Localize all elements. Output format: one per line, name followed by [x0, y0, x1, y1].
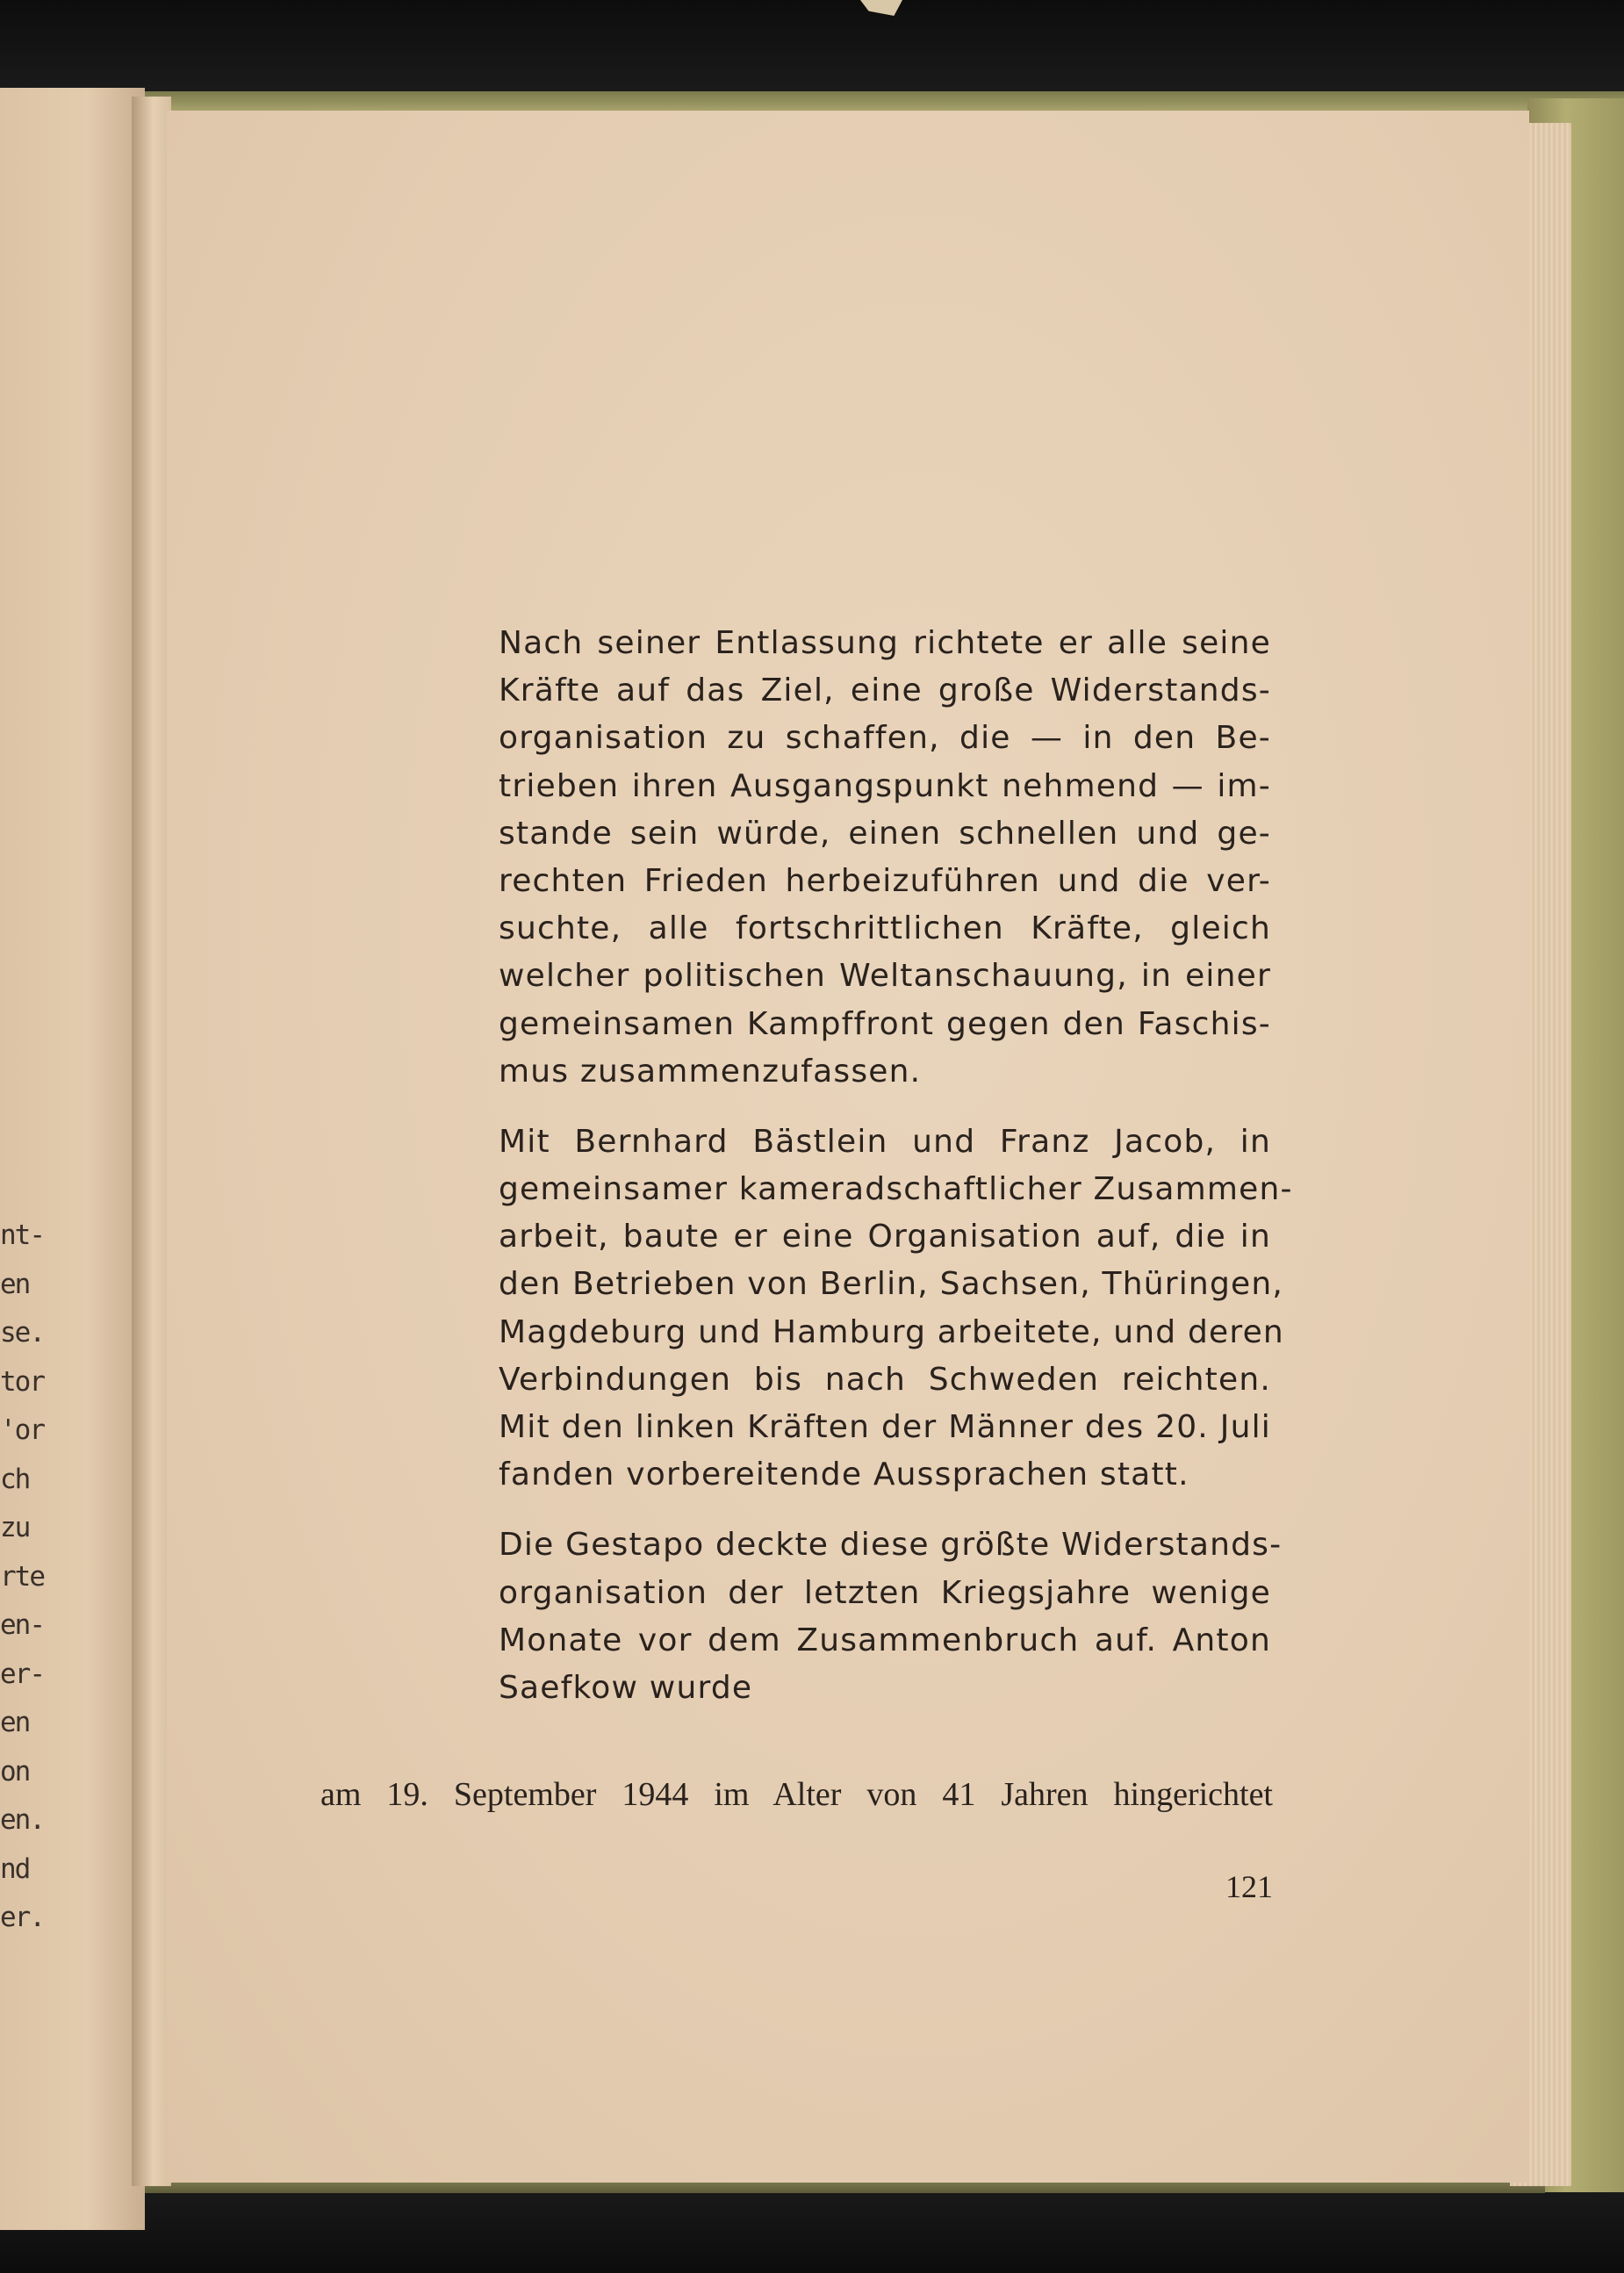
left-page-fragment: on	[0, 1755, 30, 1787]
text-line: suchte, alle fortschrittlichen Kräfte, gleich	[499, 910, 1271, 947]
left-page-fragment: nd	[0, 1852, 30, 1885]
body-text	[499, 620, 1293, 1735]
text-line: gemeinsamer kameradschaftlicher Zusammen-	[499, 1171, 1293, 1208]
text-line: organisation der letzten Kriegsjahre wenige	[499, 1574, 1271, 1611]
text-line: organisation zu schaffen, die — in den Be-	[499, 720, 1271, 757]
paragraph	[499, 1521, 1283, 1712]
left-page-fragment: en-	[0, 1609, 44, 1641]
left-page-fragment: er-	[0, 1658, 44, 1690]
book-cover-top-edge	[140, 91, 1624, 111]
left-page-fragment: nt-	[0, 1219, 44, 1251]
left-page-fragment: ch	[0, 1463, 30, 1495]
text-line: Magdeburg und Hamburg arbeitete, und deren	[499, 1313, 1284, 1350]
left-page-fragment: en.	[0, 1804, 44, 1836]
final-line: am 19. September 1944 im Alter von 41 Jahren hingerichtet	[320, 1776, 1273, 1813]
text-line: rechten Frieden herbeizuführen und die ver-	[499, 862, 1271, 899]
text-line: arbeit, baute er eine Organisation auf, die in	[499, 1219, 1271, 1255]
text-line: Saefkow wurde	[499, 1669, 753, 1706]
text-line: Verbindungen bis nach Schweden reichten.	[499, 1361, 1271, 1398]
left-page-fragment: zu	[0, 1512, 30, 1543]
left-page-fragment: rte	[0, 1560, 44, 1593]
left-page-fragment: en	[0, 1707, 30, 1738]
backdrop-top	[0, 0, 1624, 97]
left-page-fragment: 'or	[0, 1414, 44, 1446]
text-line: gemeinsamen Kampffront gegen den Faschis-	[499, 1005, 1271, 1042]
left-page-fragment: en	[0, 1268, 30, 1300]
text-line: Monate vor dem Zusammenbruch auf. Anton	[499, 1622, 1271, 1658]
text-line: Kräfte auf das Ziel, eine große Widerstands-	[499, 673, 1271, 709]
backdrop-bottom	[0, 2186, 1624, 2273]
book-gutter	[132, 97, 171, 2186]
text-line: Die Gestapo deckte diese größte Widerstands-	[499, 1527, 1283, 1564]
text-line: mus zusammenzufassen.	[499, 1053, 922, 1090]
text-line: Mit Bernhard Bästlein und Franz Jacob, in	[499, 1123, 1271, 1160]
paragraph	[499, 620, 1271, 1096]
left-page-text-fragments	[0, 1212, 44, 1943]
text-line: fanden vorbereitende Aussprachen statt.	[499, 1457, 1189, 1493]
text-line: den Betrieben von Berlin, Sachsen, Thüringen,	[499, 1266, 1284, 1303]
text-line: Nach seiner Entlassung richtete er alle seine	[499, 625, 1271, 661]
paragraph	[499, 1119, 1293, 1500]
text-line: stande sein würde, einen schnellen und ge-	[499, 815, 1271, 852]
text-line: welcher politischen Weltanschauung, in einer	[499, 958, 1271, 995]
page-number: 121	[1225, 1869, 1273, 1904]
left-page-fragment: se.	[0, 1317, 44, 1349]
left-page-fragment: tor	[0, 1365, 44, 1398]
text-line: Mit den linken Kräften der Männer des 20. Juli	[499, 1409, 1271, 1445]
left-facing-page	[0, 88, 145, 2230]
text-line: trieben ihren Ausgangspunkt nehmend — im-	[499, 767, 1271, 804]
left-page-fragment: er.	[0, 1902, 44, 1933]
